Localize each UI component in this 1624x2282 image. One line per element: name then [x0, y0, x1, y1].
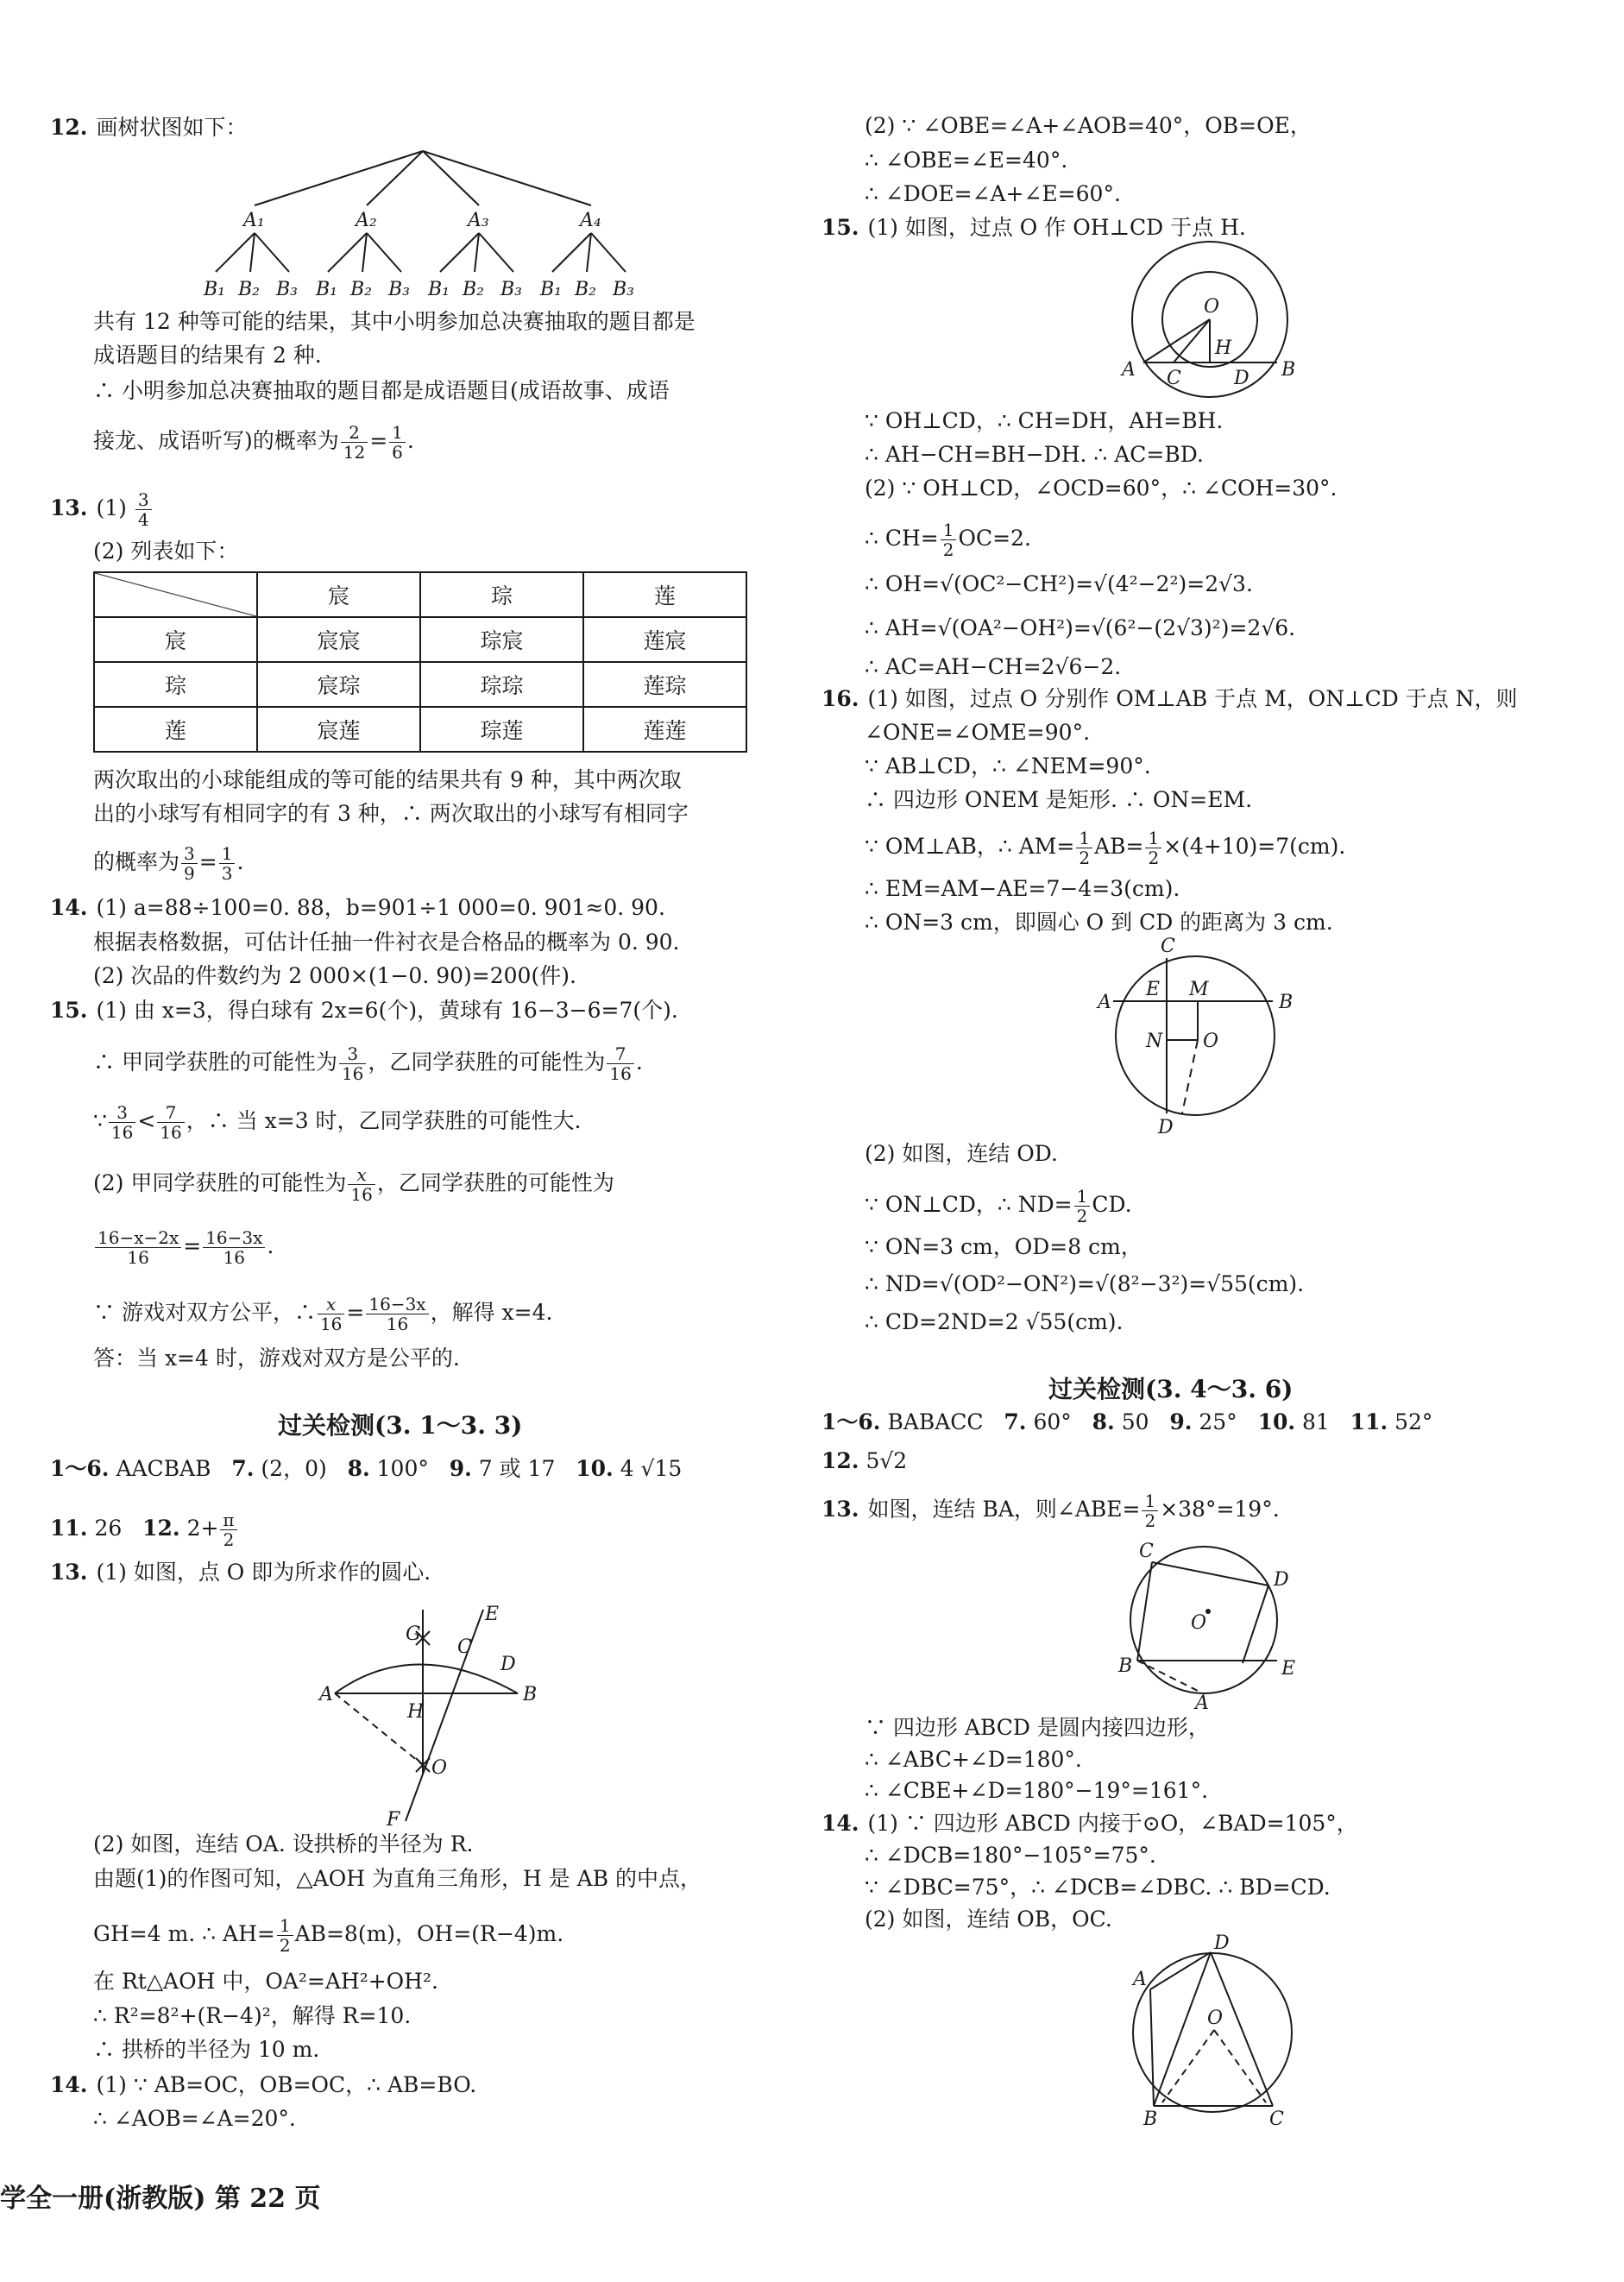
fraction: $\frac{x}{16}$ — [318, 1295, 344, 1333]
tree-b: B₃ — [276, 279, 298, 300]
q15-answer: 答：当 x=4 时，游戏对双方是公平的. — [93, 1346, 460, 1371]
perpendicular-chords-figure — [1096, 936, 1294, 1138]
fig-label-d: D — [1158, 1117, 1174, 1138]
tree-a1: A₁ — [243, 210, 265, 231]
tree-diagram — [190, 147, 673, 302]
q15r-line2: ∵ OH⊥CD，∴ CH=DH，AH=BH. — [865, 408, 1224, 433]
q13-part1: 13. (1) $\frac{3}{4}$ — [50, 490, 154, 529]
q16-line2: ∠ONE=∠OME=90°. — [865, 720, 1091, 745]
q15r-line3: ∴ AH−CH=BH−DH. ∴ AC=BD. — [865, 442, 1204, 467]
table-cell: 琮琮 — [420, 662, 583, 707]
sec1-answers-row1: 1～6. AACBAB 7. (2，0) 8. 100° 9. 7 或 17 10. 4 √15 — [50, 1456, 683, 1481]
q13-line2: 出的小球写有相同字的有 3 种，∴ 两次取出的小球写有相同字 — [93, 801, 689, 826]
q13b-line6: ∴ R²=8²+(R−4)²，解得 R=10. — [93, 2003, 412, 2028]
tree-b: B₂ — [238, 279, 260, 300]
table-cell: 宸 — [94, 617, 257, 662]
fraction: $\frac{16-3x}{16}$ — [366, 1295, 428, 1333]
q12-line2: 成语题目的结果有 2 种. — [93, 343, 322, 368]
fraction: $\frac{1}{2}$ — [1145, 829, 1161, 867]
fig-label-a: A — [1098, 992, 1111, 1013]
fig-label-e: E — [485, 1604, 500, 1625]
fig-label-d: D — [1234, 368, 1249, 389]
fraction: $\frac{16-x-2x}{16}$ — [95, 1228, 181, 1267]
fig-label-c: C — [457, 1636, 472, 1658]
fig-label-b: B — [1143, 2109, 1158, 2130]
q12-line3: ∴ 小明参加总决赛抽取的题目都是成语题目(成语故事、成语 — [93, 378, 670, 403]
q13r-line4: ∴ ∠CBE+∠D=180°−19°=161°. — [865, 1778, 1209, 1803]
q14r-line3: ∵ ∠DBC=75°，∴ ∠DCB=∠DBC. ∴ BD=CD. — [865, 1875, 1331, 1900]
fig-label-e: E — [1146, 979, 1161, 1000]
tree-b: B₂ — [463, 279, 484, 300]
section-title-1: 过关检测(3. 1～3. 3) — [278, 1411, 523, 1440]
concentric-circles-figure — [1105, 250, 1312, 406]
q16-line6: ∴ EM=AM−AE=7−4=3(cm). — [865, 876, 1180, 901]
fig-label-h: H — [407, 1701, 425, 1723]
tree-b: B₃ — [388, 279, 410, 300]
fraction: $\frac{1}{2}$ — [941, 520, 957, 559]
fig-label-o: O — [1203, 1031, 1219, 1052]
fig-label-b: B — [1281, 359, 1296, 381]
q14-line1: 14. (1) a=88÷100=0. 88，b=901÷1 000=0. 901≈0. 90. — [50, 895, 665, 920]
q16-line12: ∴ CD=2ND=2 √55(cm). — [865, 1309, 1124, 1334]
tree-b: B₁ — [540, 279, 562, 300]
q16-line4: ∴ 四边形 ONEM 是矩形. ∴ ON=EM. — [865, 787, 1253, 812]
fraction: $\frac{7}{16}$ — [157, 1103, 184, 1142]
q14-line3: (2) 次品的件数约为 2 000×(1−0. 90)=200(件). — [93, 963, 576, 988]
fraction: $\frac{1}{2}$ — [277, 1916, 293, 1955]
table-cell: 琮 — [94, 662, 257, 707]
q14c-line1: (2) ∵ ∠OBE=∠A+∠AOB=40°，OB=OE， — [865, 113, 1312, 138]
fig-label-b: B — [1118, 1655, 1133, 1677]
q15r-line1: 15. (1) 如图，过点 O 作 OH⊥CD 于点 H. — [821, 215, 1246, 240]
table-cell: 莲宸 — [583, 617, 746, 662]
fig-label-o: O — [431, 1757, 448, 1779]
arch-bridge-figure — [319, 1601, 544, 1831]
table-cell: 莲莲 — [583, 707, 746, 752]
q15-line3: ∵ $\frac{3}{16}$ < $\frac{7}{16}$ ，∴ 当 x=3 时，乙同学获胜的可能性大. — [93, 1102, 582, 1143]
table-cell: 琮宸 — [420, 617, 583, 662]
table-cell: 琮莲 — [420, 707, 583, 752]
q13b-line3: 由题(1)的作图可知，△AOH 为直角三角形，H 是 AB 的中点， — [93, 1866, 702, 1891]
fig-label-b: B — [1279, 992, 1294, 1013]
q13-part2: (2) 列表如下： — [93, 539, 239, 564]
fig-label-a: A — [1133, 1969, 1147, 1990]
fraction: $\frac{7}{16}$ — [607, 1044, 633, 1083]
table-header: 宸 — [257, 572, 420, 617]
fraction: $\frac{1}{6}$ — [389, 423, 406, 462]
q15r-line7: ∴ AH=√(OA²−OH²)=√(6²−(2√3)²)=2√6. — [865, 615, 1296, 640]
fig-label-g: G — [406, 1623, 421, 1645]
fig-label-d: D — [1214, 1932, 1230, 1954]
q15r-line6: ∴ OH=√(OC²−CH²)=√(4²−2²)=2√3. — [865, 571, 1253, 596]
section-title-2: 过关检测(3. 4～3. 6) — [1048, 1375, 1294, 1403]
fraction: $\frac{x}{16}$ — [348, 1165, 375, 1204]
fig-label-o: O — [1191, 1612, 1207, 1634]
fraction: $\frac{\pi}{2}$ — [220, 1510, 236, 1549]
q14-line2: 根据表格数据，可估计任抽一件衬衣是合格品的概率为 0. 90. — [93, 930, 680, 955]
table-cell: 莲琮 — [583, 662, 746, 707]
table-row — [94, 572, 746, 617]
inscribed-quadrilateral-figure — [1105, 1538, 1303, 1714]
table-header: 莲 — [583, 572, 746, 617]
q14c-line3: ∴ ∠DOE=∠A+∠E=60°. — [865, 181, 1121, 206]
q15r-line8: ∴ AC=AH−CH=2√6−2. — [865, 654, 1122, 679]
fig-label-o: O — [1204, 296, 1220, 318]
q16-line5: ∵ OM⊥AB，∴ AM= $\frac{1}{2}$ AB= $\frac{1}{2}$ ×(4+10)=7(cm). — [865, 828, 1346, 868]
table-cell: 宸宸 — [257, 617, 420, 662]
fig-label-o: O — [1207, 2008, 1224, 2029]
q16-line3: ∵ AB⊥CD，∴ ∠NEM=90°. — [865, 753, 1151, 779]
fraction: $\frac{3}{4}$ — [135, 490, 152, 529]
tree-a2: A₂ — [356, 210, 377, 231]
q15-line2: ∴ 甲同学获胜的可能性为 $\frac{3}{16}$ ，乙同学获胜的可能性为 $\frac{7}{16}$ . — [93, 1043, 643, 1084]
q13-line3: 的概率为 $\frac{3}{9}$ = $\frac{1}{3}$ . — [93, 843, 244, 884]
fig-label-a: A — [319, 1684, 333, 1705]
q12-line1: 共有 12 种等可能的结果，其中小明参加总决赛抽取的题目都是 — [93, 309, 696, 334]
q14c-line2: ∴ ∠OBE=∠E=40°. — [865, 148, 1068, 173]
fig-label-n: N — [1146, 1031, 1163, 1052]
sec2-answers-row1: 1～6. BABACC 7. 60° 8. 50 9. 25° 10. 81 11. 52° — [821, 1409, 1433, 1434]
probability-table — [93, 571, 747, 753]
fraction: $\frac{1}{3}$ — [219, 844, 236, 883]
fraction: $\frac{16-3x}{16}$ — [203, 1228, 265, 1267]
q13b-line7: ∴ 拱桥的半径为 10 m. — [93, 2037, 320, 2062]
q15r-line5: ∴ CH= $\frac{1}{2}$ OC=2. — [865, 520, 1031, 560]
q14r-line1: 14. (1) ∵ 四边形 ABCD 内接于⊙O，∠BAD=105°， — [821, 1811, 1358, 1836]
q16-line1: 16. (1) 如图，过点 O 分别作 OM⊥AB 于点 M，ON⊥CD 于点 N，则 — [821, 686, 1518, 711]
q16-line8: (2) 如图，连结 OD. — [865, 1141, 1058, 1166]
fraction: $\frac{1}{2}$ — [1142, 1491, 1158, 1530]
q12-line4: 接龙、成语听写)的概率为 $\frac{2}{12}$ = $\frac{1}{6}$ . — [93, 422, 414, 463]
q13b-line4: GH=4 m. ∴ AH= $\frac{1}{2}$ AB=8(m)，OH=(R−4)m. — [93, 1915, 564, 1956]
q16-line7: ∴ ON=3 cm，即圆心 O 到 CD 的距离为 3 cm. — [865, 910, 1333, 935]
q16-line11: ∴ ND=√(OD²−ON²)=√(8²−3²)=√55(cm). — [865, 1271, 1305, 1296]
table-row — [94, 617, 746, 662]
q13b-line1: 13. (1) 如图，点 O 即为所求作的圆心. — [50, 1560, 431, 1585]
tree-b: B₁ — [316, 279, 337, 300]
fraction: $\frac{3}{9}$ — [181, 844, 198, 883]
table-cell: 宸琮 — [257, 662, 420, 707]
q12-intro: 12. 画树状图如下： — [50, 115, 248, 140]
fig-label-a: A — [1122, 359, 1136, 381]
fig-label-a: A — [1195, 1693, 1209, 1714]
fig-label-d: D — [500, 1654, 516, 1675]
q15-line5: $\frac{16-x-2x}{16}$ = $\frac{16-3x}{16}$ . — [93, 1228, 274, 1267]
fig-label-c: C — [1161, 936, 1175, 957]
tree-b: B₂ — [350, 279, 372, 300]
table-cell: 宸莲 — [257, 707, 420, 752]
q13b-line5: 在 Rt△AOH 中，OA²=AH²+OH². — [93, 1969, 438, 1994]
table-row — [94, 662, 746, 707]
fraction: $\frac{1}{2}$ — [1074, 1187, 1091, 1226]
sec1-answers-row2: 11. 26 12. 2+ $\frac{\pi}{2}$ — [50, 1510, 239, 1549]
q13b-line2: (2) 如图，连结 OA. 设拱桥的半径为 R. — [93, 1831, 474, 1856]
tree-b: B₃ — [613, 279, 634, 300]
fraction: $\frac{3}{16}$ — [109, 1103, 135, 1142]
fig-label-h: H — [1215, 337, 1232, 359]
q13r-line3: ∴ ∠ABC+∠D=180°. — [865, 1747, 1082, 1772]
fig-label-m: M — [1189, 979, 1209, 1000]
table-header: 琮 — [420, 572, 583, 617]
fig-label-d: D — [1274, 1569, 1289, 1591]
fig-label-f: F — [387, 1809, 400, 1831]
fraction: $\frac{1}{2}$ — [1076, 829, 1092, 867]
q14b-line2: ∴ ∠AOB=∠A=20°. — [93, 2106, 296, 2131]
q16-line10: ∵ ON=3 cm，OD=8 cm， — [865, 1234, 1142, 1259]
fig-label-c: C — [1269, 2109, 1284, 2130]
tree-b: B₃ — [500, 279, 522, 300]
fraction: $\frac{3}{16}$ — [339, 1044, 366, 1083]
fig-label-e: E — [1281, 1658, 1296, 1680]
q14b-line1: 14. (1) ∵ AB=OC，OB=OC，∴ AB=BO. — [50, 2072, 477, 2097]
sec2-answers-row2: 12. 5√2 — [821, 1448, 908, 1473]
table-cell: 莲 — [94, 707, 257, 752]
fraction: $\frac{2}{12}$ — [341, 423, 368, 462]
cyclic-quadrilateral-figure — [1117, 1932, 1299, 2130]
q14r-line2: ∴ ∠DCB=180°−105°=75°. — [865, 1843, 1156, 1868]
q15-line6: ∵ 游戏对双方公平，∴ $\frac{x}{16}$ = $\frac{16-3x}{16}$ ，解得 x=4. — [93, 1294, 553, 1334]
page-footer: 学全一册(浙教版) 第 22 页 — [0, 2184, 321, 2214]
fig-label-c: C — [1139, 1541, 1154, 1562]
tree-b: B₁ — [204, 279, 225, 300]
tree-a4: A₄ — [580, 210, 601, 231]
table-corner-cell — [94, 572, 257, 617]
q15-line1: 15. (1) 由 x=3，得白球有 2x=6(个)，黄球有 16−3−6=7(个). — [50, 998, 678, 1023]
q14r-line4: (2) 如图，连结 OB，OC. — [865, 1907, 1112, 1932]
q13r-line1: 13. 如图，连结 BA，则∠ABE= $\frac{1}{2}$ ×38°=19°. — [821, 1491, 1280, 1531]
tree-a3: A₃ — [468, 210, 489, 231]
q15r-line4: (2) ∵ OH⊥CD，∠OCD=60°，∴ ∠COH=30°. — [865, 476, 1338, 501]
q16-line9: ∵ ON⊥CD，∴ ND= $\frac{1}{2}$ CD. — [865, 1186, 1132, 1226]
table-row — [94, 707, 746, 752]
q13-line1: 两次取出的小球能组成的等可能的结果共有 9 种，其中两次取 — [93, 767, 682, 792]
fig-label-c: C — [1167, 368, 1181, 389]
q13r-line2: ∵ 四边形 ABCD 是圆内接四边形， — [865, 1715, 1210, 1740]
q15-line4: (2) 甲同学获胜的可能性为 $\frac{x}{16}$ ，乙同学获胜的可能性为 — [93, 1164, 614, 1205]
tree-b: B₂ — [575, 279, 596, 300]
tree-b: B₁ — [428, 279, 450, 300]
fig-label-b: B — [523, 1684, 538, 1705]
